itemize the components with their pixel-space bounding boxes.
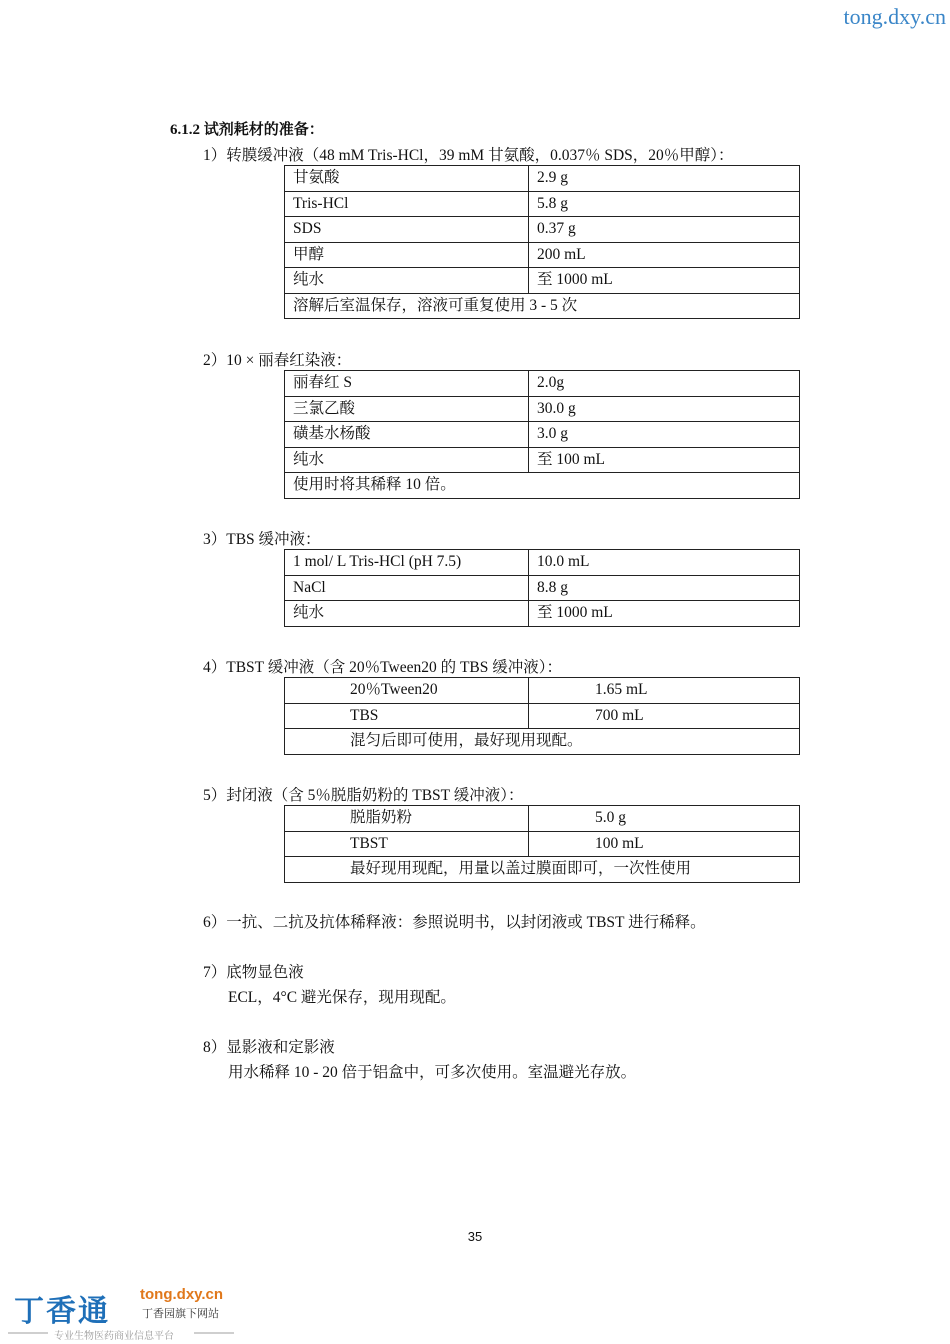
table-row [285, 191, 800, 217]
item-6-heading: 6）一抗、二抗及抗体稀释液：参照说明书，以封闭液或 TBST 进行稀释。 [203, 914, 706, 931]
ingredient-cell: 纯水 [285, 447, 529, 473]
table-row [285, 396, 800, 422]
table-row [285, 703, 800, 729]
section-title: 6.1.2 试剂耗材的准备： [170, 122, 324, 138]
amount-cell: 5.0 g [529, 806, 800, 832]
item-1-table [284, 165, 800, 319]
table-row [285, 447, 800, 473]
amount-cell: 0.37 g [529, 217, 800, 243]
amount-cell: 1.65 mL [529, 678, 800, 704]
logo-subtitle: 丁香园旗下网站 [142, 1307, 219, 1320]
page-number: 35 [467, 1229, 483, 1244]
item-2-heading: 2）10 × 丽春红染液： [203, 352, 352, 369]
ingredient-cell: NaCl [285, 575, 529, 601]
item-8-heading: 8）显影液和定影液 [203, 1039, 335, 1056]
table-row [285, 217, 800, 243]
table-note-row [285, 857, 800, 883]
ingredient-cell: 甘氨酸 [285, 166, 529, 192]
table-row [285, 831, 800, 857]
ingredient-cell: 纯水 [285, 601, 529, 627]
amount-cell: 100 mL [529, 831, 800, 857]
table-row [285, 601, 800, 627]
ingredient-cell: 脱脂奶粉 [285, 806, 529, 832]
table-note-row [285, 473, 800, 499]
logo-domain: tong.dxy.cn [140, 1286, 224, 1303]
ingredient-cell: 磺基水杨酸 [285, 422, 529, 448]
table-row [285, 575, 800, 601]
amount-cell: 700 mL [529, 703, 800, 729]
amount-cell: 2.0g [529, 371, 800, 397]
note-cell: 溶解后室温保存，溶液可重复使用 3 - 5 次 [285, 293, 800, 319]
ingredient-cell: 1 mol/ L Tris-HCl (pH 7.5) [285, 550, 529, 576]
ingredient-cell: 纯水 [285, 268, 529, 294]
table-note-row [285, 729, 800, 755]
item-4-heading: 4）TBST 缓冲液（含 20％Tween20 的 TBS 缓冲液）： [203, 659, 563, 676]
amount-cell: 10.0 mL [529, 550, 800, 576]
table-row [285, 806, 800, 832]
amount-cell: 至 100 mL [529, 447, 800, 473]
amount-cell: 至 1000 mL [529, 268, 800, 294]
table-row [285, 371, 800, 397]
table-row [285, 550, 800, 576]
amount-cell: 2.9 g [529, 166, 800, 192]
logo-text: 丁香通 [14, 1294, 110, 1329]
item-4-table [284, 677, 800, 755]
table-row [285, 242, 800, 268]
ingredient-cell: 20％Tween20 [285, 678, 529, 704]
footer-logo[interactable] [8, 1284, 248, 1342]
note-cell: 使用时将其稀释 10 倍。 [285, 473, 800, 499]
ingredient-cell: 丽春红 S [285, 371, 529, 397]
amount-cell: 5.8 g [529, 191, 800, 217]
item-5-table [284, 805, 800, 883]
table-row [285, 268, 800, 294]
note-cell: 最好现用现配，用量以盖过膜面即可，一次性使用 [285, 857, 800, 883]
amount-cell: 至 1000 mL [529, 601, 800, 627]
logo-divider [194, 1332, 234, 1334]
item-3-heading: 3）TBS 缓冲液： [203, 531, 321, 548]
item-3-table [284, 549, 800, 627]
table-row [285, 678, 800, 704]
item-7-body: ECL，4°C 避光保存，现用现配。 [228, 989, 456, 1006]
logo-tagline: 专业生物医药商业信息平台 [54, 1331, 174, 1342]
header-site-link[interactable]: tong.dxy.cn [843, 4, 946, 29]
amount-cell: 8.8 g [529, 575, 800, 601]
item-1-heading: 1）转膜缓冲液（48 mM Tris-HCl，39 mM 甘氨酸，0.037％ SDS，20％甲醇）： [203, 147, 734, 164]
ingredient-cell: TBS [285, 703, 529, 729]
amount-cell: 200 mL [529, 242, 800, 268]
amount-cell: 30.0 g [529, 396, 800, 422]
note-cell: 混匀后即可使用，最好现用现配。 [285, 729, 800, 755]
item-2-table [284, 370, 800, 499]
item-7-heading: 7）底物显色液 [203, 964, 304, 981]
item-8-body: 用水稀释 10 - 20 倍于铝盒中，可多次使用。室温避光存放。 [228, 1064, 637, 1081]
item-5-heading: 5）封闭液（含 5％脱脂奶粉的 TBST 缓冲液）： [203, 787, 524, 804]
ingredient-cell: TBST [285, 831, 529, 857]
ingredient-cell: Tris-HCl [285, 191, 529, 217]
table-note-row [285, 293, 800, 319]
ingredient-cell: 甲醇 [285, 242, 529, 268]
ingredient-cell: 三氯乙酸 [285, 396, 529, 422]
ingredient-cell: SDS [285, 217, 529, 243]
table-row [285, 422, 800, 448]
table-row [285, 166, 800, 192]
amount-cell: 3.0 g [529, 422, 800, 448]
logo-divider [8, 1332, 48, 1334]
